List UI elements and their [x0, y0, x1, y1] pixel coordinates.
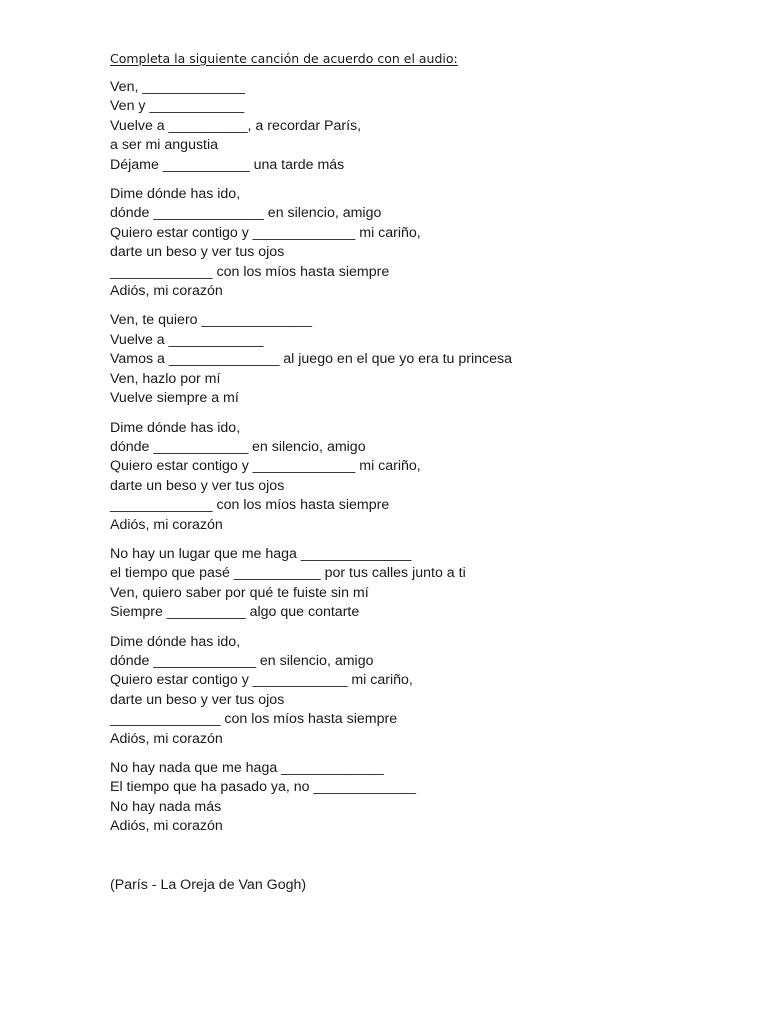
- lyric-line: Quiero estar contigo y _____________ mi cariño,: [110, 224, 421, 241]
- lyric-line: No hay nada que me haga _____________: [110, 760, 384, 776]
- lyric-line: Dime dónde has ido,: [110, 419, 241, 436]
- lyric-line: a ser mi angustia: [110, 137, 219, 154]
- lyrics: [110, 78, 730, 837]
- lyric-line: Vuelve siempre a mí: [110, 390, 239, 407]
- lyric-line: Quiero estar contigo y _____________ mi cariño,: [110, 458, 421, 475]
- lyric-line: El tiempo que ha pasado ya, no _____________: [110, 779, 417, 796]
- stanza: [110, 311, 730, 408]
- lyric-line: dónde ____________ en silencio, amigo: [110, 438, 366, 455]
- worksheet-title: Completa la siguiente canción de acuerdo con el audio:: [110, 51, 458, 66]
- lyric-line: Déjame ___________ una tarde más: [110, 156, 345, 173]
- stanza: [110, 759, 730, 837]
- stanza: [110, 633, 730, 749]
- lyric-line: Vuelve a ____________: [110, 331, 264, 348]
- lyric-line: No hay un lugar que me haga ______________: [110, 545, 412, 562]
- stanza: [110, 545, 730, 623]
- lyric-line: _____________ con los míos hasta siempre: [110, 263, 390, 280]
- lyric-line: Adiós, mi corazón: [110, 283, 223, 300]
- stanza: [110, 185, 730, 301]
- lyric-line: Vuelve a __________, a recordar París,: [110, 117, 362, 134]
- lyric-line: Dime dónde has ido,: [110, 633, 241, 650]
- stanza: [110, 78, 730, 175]
- lyric-line: Adiós, mi corazón: [110, 818, 223, 835]
- lyric-line: Ven, te quiero ______________: [110, 312, 312, 329]
- lyric-line: Adiós, mi corazón: [110, 516, 223, 533]
- lyric-line: dónde ______________ en silencio, amigo: [110, 205, 382, 222]
- lyric-line: Ven, quiero saber por qué te fuiste sin mí: [110, 584, 369, 601]
- worksheet: [110, 49, 730, 847]
- lyric-line: No hay nada más: [110, 798, 222, 815]
- lyric-line: Ven, _____________: [110, 79, 245, 95]
- lyric-line: Dime dónde has ido,: [110, 186, 241, 203]
- stanza: [110, 419, 730, 535]
- lyric-line: Adiós, mi corazón: [110, 730, 223, 747]
- lyric-line: darte un beso y ver tus ojos: [110, 477, 285, 494]
- lyric-line: Siempre __________ algo que contarte: [110, 604, 360, 621]
- lyric-line: ______________ con los míos hasta siempre: [110, 711, 398, 728]
- lyric-line: Vamos a ______________ al juego en el que yo era tu princesa: [110, 351, 513, 368]
- lyric-line: dónde _____________ en silencio, amigo: [110, 652, 374, 669]
- lyric-line: darte un beso y ver tus ojos: [110, 691, 285, 708]
- lyric-line: Ven y ____________: [110, 98, 245, 115]
- song-source: (París - La Oreja de Van Gogh): [110, 877, 307, 893]
- lyric-line: darte un beso y ver tus ojos: [110, 244, 285, 261]
- lyric-line: _____________ con los míos hasta siempre: [110, 497, 390, 514]
- lyric-line: Quiero estar contigo y ____________ mi cariño,: [110, 672, 413, 689]
- lyric-line: Ven, hazlo por mí: [110, 370, 221, 387]
- lyric-line: el tiempo que pasé ___________ por tus calles junto a ti: [110, 565, 466, 582]
